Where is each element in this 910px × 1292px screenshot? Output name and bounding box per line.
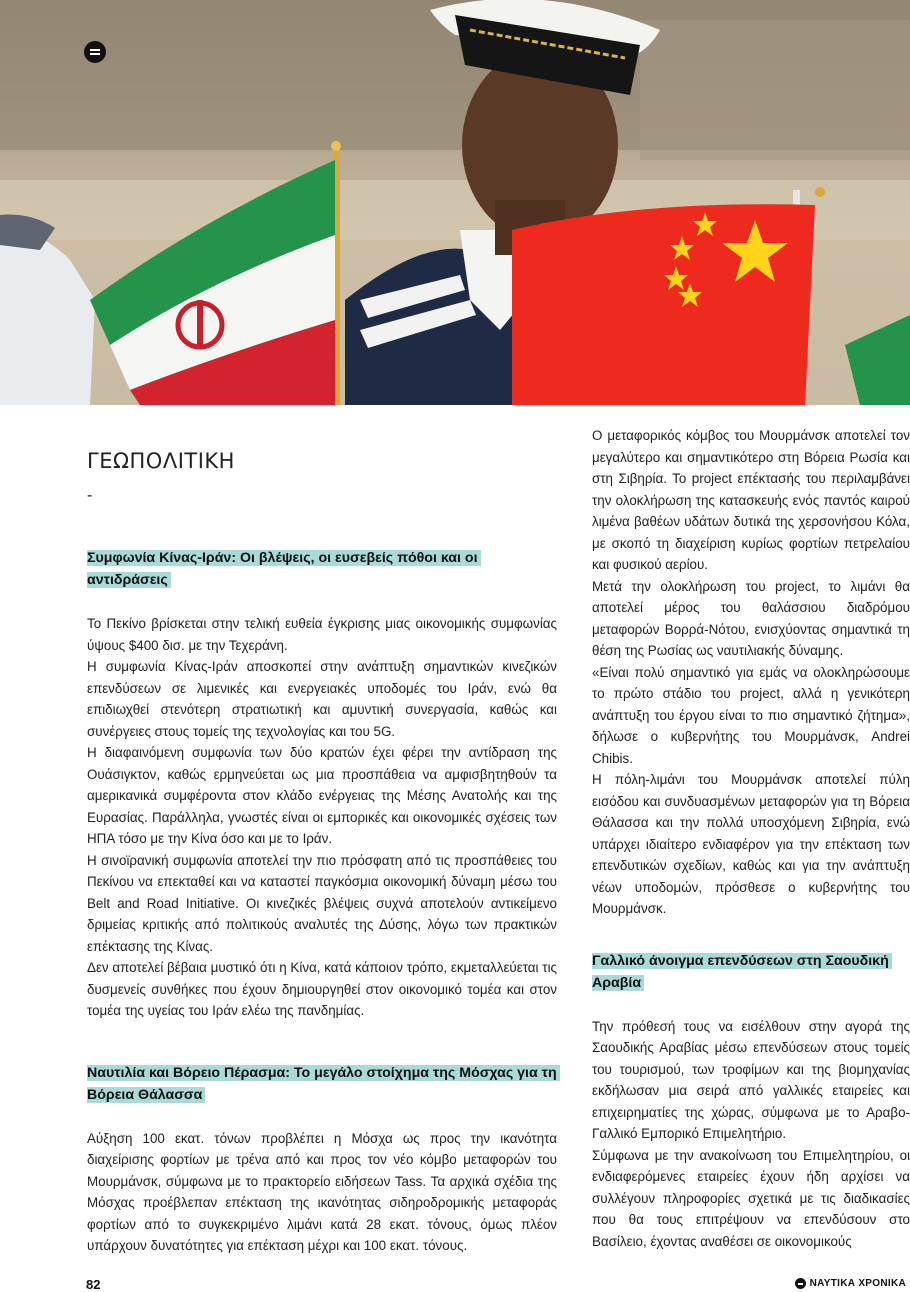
article1-paragraph: Δεν αποτελεί βέβαια μυστικό ότι η Κίνα, κατά κάποιον τρόπο, εκμεταλλεύεται τις δυσμενείς συνθήκες που έχουν δημιουργηθεί στον οικονομικό τομέα και στον τομέα της υγείας του Ιράν ελέω της πανδημίας. bbox=[87, 960, 557, 1018]
section-title: ΓΕΩΠΟΛΙΤΙΚΗ bbox=[87, 449, 235, 473]
hero-photo bbox=[0, 0, 910, 405]
page-number: 82 bbox=[86, 1277, 101, 1292]
article2-heading-wrap bbox=[87, 1062, 557, 1106]
hero-illustration bbox=[0, 0, 910, 405]
article3-heading-wrap bbox=[592, 950, 910, 994]
article3-paragraph: Σύμφωνα με την ανακοίνωση του Επιμελητηρίου, οι ενδιαφερόμενες εταιρείες έχουν ήδη αρχίσει να συλλέγουν πληροφορίες σχετικά με τις διαδικασίες που θα τους επιτρέψουν να επενδύσουν στο Βασίλειο, έχοντας αναθέσει σε οικονομικούς bbox=[592, 1147, 910, 1249]
article1-paragraph: Η διαφαινόμενη συμφωνία των δύο κρατών έχει φέρει την αντίδραση της Ουάσιγκτον, καθώς ερμηνεύεται ως μια προσπάθεια να αμφισβητηθούν τα αμερικανικά συμφέροντα στον κλάδο ενέργειας της Μέσης Ανατολής και της Ευρασίας. Παράλληλα, γνωστές είναι οι εμπορικές και οικονομικές σχέσεις των ΗΠΑ τόσο με την Κίνα όσο και με το Ιράν. bbox=[87, 745, 557, 846]
section-dash: - bbox=[87, 487, 93, 504]
article1-heading: Συμφωνία Κίνας-Ιράν: Οι βλέψεις, οι ευσεβείς πόθοι και οι αντιδράσεις bbox=[87, 550, 481, 588]
right-paragraph: «Είναι πολύ σημαντικό για εμάς να ολοκληρώσουμε το πρώτο στάδιο του project, αλλά η γενικότερη ανάπτυξη του έργου είναι το πιο σημαντικό ζήτημα», δήλωσε ο κυβερνήτης του Μουρμάνσκ, Andrei Chibis. bbox=[592, 664, 910, 766]
article1-paragraph: Η σινοϊρανική συμφωνία αποτελεί την πιο πρόσφατη από τις προσπάθειες του Πεκίνου να επεκταθεί και να καταστεί παγκόσμια οικονομική δύναμη μέσω του Belt and Road Initiative. Οι κινεζικές βλέψεις συχνά αποτελούν αντικείμενο δριμείας κριτικής από πολιτικούς αναλυτές της Δύσης, λόγω των πρακτικών επέκτασης της Κίνας. bbox=[87, 852, 557, 954]
article3-paragraph: Την πρόθεσή τους να εισέλθουν στην αγορά της Σαουδικής Αραβίας μέσω επενδύσεων στους τομείς του τουρισμού, των τροφίμων και της βιομηχανίας εκδήλωσαν μια σειρά από γαλλικές εταιρείες και επιχειρηματίες της χώρας, σύμφωνα με το Αραβο-Γαλλικό Εμπορικό Επιμελητήριο. bbox=[592, 1018, 910, 1141]
magazine-logo-icon bbox=[84, 41, 106, 63]
right-column bbox=[592, 425, 910, 1252]
brand-logo-icon bbox=[795, 1278, 806, 1289]
magazine-brand bbox=[795, 1278, 906, 1289]
article2-heading: Ναυτιλία και Βόρειο Πέρασμα: Το μεγάλο στοίχημα της Μόσχας για τη Βόρεια Θάλασσα bbox=[87, 1065, 560, 1103]
article3-heading: Γαλλικό άνοιγμα επενδύσεων στη Σαουδική Αραβία bbox=[592, 953, 892, 991]
brand-name: ΝΑΥΤΙΚΑ ΧΡΟΝΙΚΑ bbox=[809, 1278, 906, 1289]
article2-paragraph: Αύξηση 100 εκατ. τόνων προβλέπει η Μόσχα ως προς την ικανότητα διαχείρισης φορτίων με τρένα από και προς τον νέο κόμβο μεταφορών του Μουρμάνσκ, σύμφωνα με το πρακτορείο ειδήσεων Tass. Τα αρχικά σχέδια της Μόσχας προέβλεπαν επέκταση της ικανότητας σιδηροδρομικής μεταφοράς φορτίων από το συγκεκριμένο λιμάνι κατά 28 εκατ. τόνους, όμως πλέον υπάρχουν δυνατότητες για επέκταση μέχρι και 100 εκατ. τόνους. bbox=[87, 1130, 557, 1253]
right-paragraph: Μετά την ολοκλήρωση του project, το λιμάνι θα αποτελεί μέρος του θαλάσσιου διαδρόμου μεταφορών Βορρά-Νότου, ενισχύοντας σημαντικά τη θέση της Ρωσίας ως ναυτιλιακής δύναμης. bbox=[592, 578, 910, 658]
article1-paragraph: Το Πεκίνο βρίσκεται στην τελική ευθεία έγκρισης μιας οικονομικής συμφωνίας ύψους $400 δισ. με την Τεχεράνη. bbox=[87, 616, 557, 653]
left-column bbox=[87, 425, 557, 1257]
article1-paragraph: Η συμφωνία Κίνας-Ιράν αποσκοπεί στην ανάπτυξη σημαντικών κινεζικών επενδύσεων σε λιμενικές και ενεργειακές υποδομές του Ιράν, ενώ θα επιδιωχθεί στενότερη στρατιωτική και αμυντική συνεργασία, καθώς και συνέργειες στους τομείς της τεχνολογίας και του 5G. bbox=[87, 659, 557, 739]
right-paragraph: Ο μεταφορικός κόμβος του Μουρμάνσκ αποτελεί τον μεγαλύτερο και σημαντικότερο στη Βόρεια Ρωσία και στη Σιβηρία. Το project επέκτασής του περιλαμβάνει την ολοκλήρωση της κατασκευής ενός παντός καιρού λιμένα βαθέων υδάτων δυτικά της χερσονήσου Κόλα, με σκοπό τη διαχείριση κυρίως φορτίων πετρελαίου και φυσικού αερίου. bbox=[592, 428, 910, 572]
article1-heading-wrap bbox=[87, 547, 557, 591]
right-paragraph: Η πόλη-λιμάνι του Μουρμάνσκ αποτελεί πύλη εισόδου και συνδυασμένων μεταφορών για τη Βόρεια Θάλασσα και την πολλά υποσχόμενη Σιβηρία, ενώ υπάρχει ιδιαίτερο ενδιαφέρον για την επέκταση των επενδυτικών σχεδίων, καθώς και για την ανάπτυξη νέων υποδομών, πρόσθεσε ο κυβερνήτης του Μουρμάνσκ. bbox=[592, 772, 910, 916]
